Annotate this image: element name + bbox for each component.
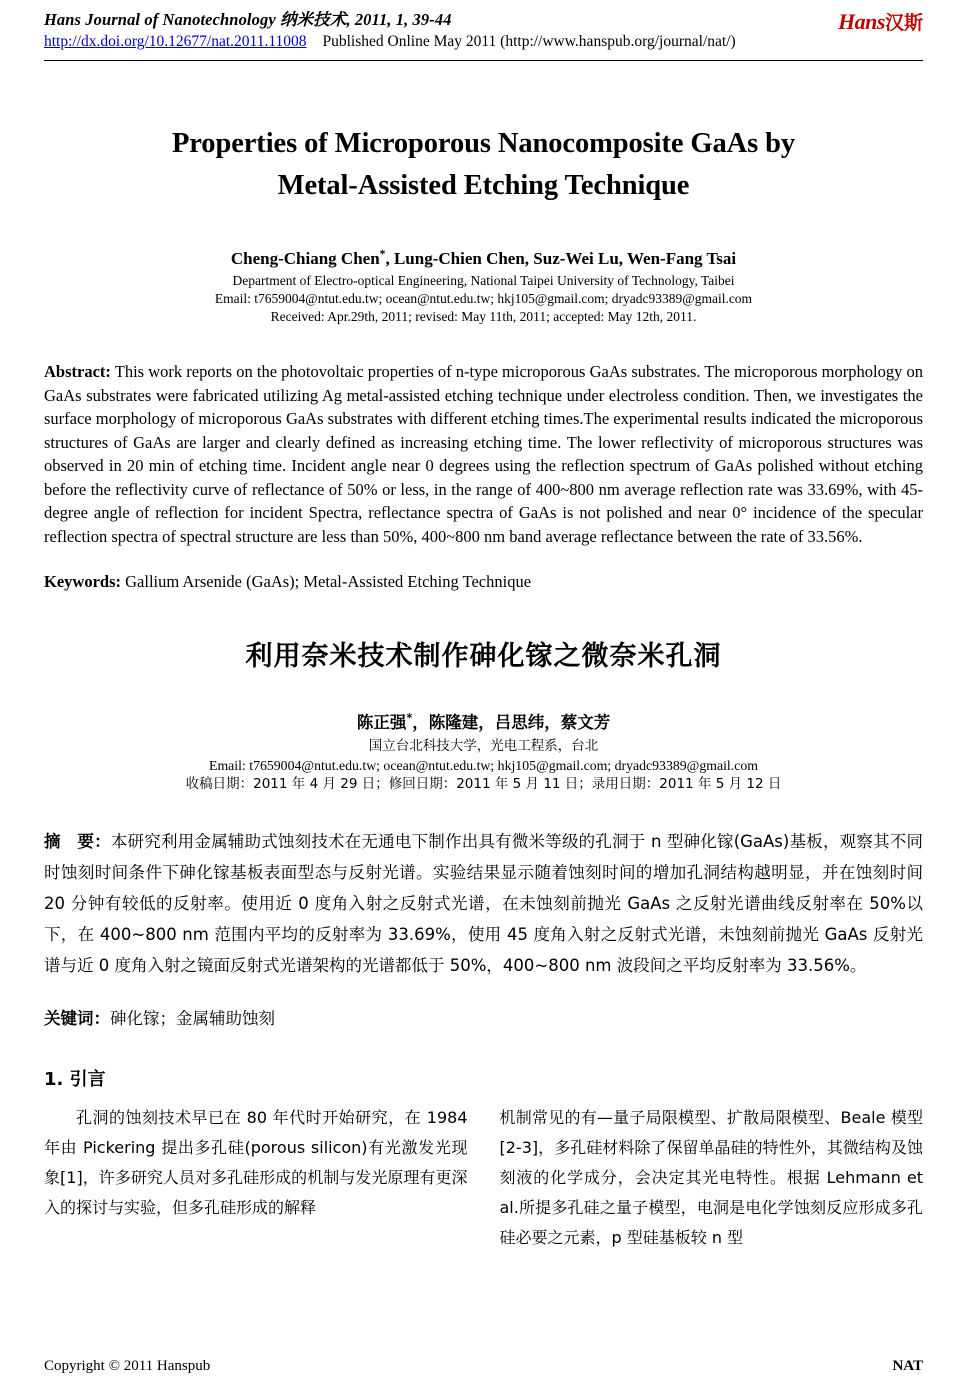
abstract-block (44, 360, 923, 548)
title-line-2: Metal-Assisted Etching Technique (277, 170, 690, 201)
section-heading-introduction: 1. 引言 (44, 1068, 106, 1090)
hans-logo-cn: 汉斯 (884, 12, 923, 34)
chinese-affiliation-block (44, 737, 923, 794)
chinese-author-list (44, 709, 923, 733)
body-column-right (500, 1103, 924, 1253)
chinese-keywords-label: 关键词： (44, 1008, 110, 1028)
header-divider (44, 60, 923, 61)
chinese-author-rest: ，陈隆建，吕思纬，蔡文芳 (412, 712, 611, 732)
author-list (44, 249, 923, 269)
chinese-abstract-block (44, 826, 923, 981)
chinese-submission-dates: 收稿日期：2011 年 4 月 29 日；修回日期：2011 年 5 月 11 日；录用日期：2011 年 5 月 12 日 (185, 775, 782, 792)
chinese-author-emails: Email: t7659004@ntut.edu.tw; ocean@ntut.edu.tw; hkj105@gmail.com; dryadc93389@gmail.com (209, 757, 758, 773)
affiliation-text: Department of Electro-optical Engineering, National Taipei University of Technology, Taibei (232, 273, 735, 288)
chinese-title: 利用奈米技术制作砷化镓之微奈米孔洞 (245, 640, 722, 672)
chinese-keywords-block (44, 1005, 923, 1029)
page-footer (44, 1358, 923, 1375)
doi-link[interactable]: http://dx.doi.org/10.12677/nat.2011.11008 (44, 33, 307, 50)
author-correspondence-marker: * (379, 247, 386, 261)
chinese-author-first: 陈正强 (356, 712, 407, 732)
body-paragraph-right: 机制常见的有—量子局限模型、扩散局限模型、Beale 模型[2-3]，多孔硅材料除了保留单晶硅的特性外，其微结构及蚀刻液的化学成分，会决定其光电特性。根据 Lehmann et al.所提多孔硅之量子模型，电洞是电化学蚀刻反应形成多孔硅必要之元素，p 型硅基板较 n 型 (499, 1107, 923, 1247)
affiliation-block (44, 272, 923, 326)
page-title (44, 123, 923, 207)
abstract-text: This work reports on the photovoltaic properties of n-type microporous GaAs substrates. The microporous morphology on GaAs substrates were fabricated utilizing Ag metal-assisted etching technique under electroless condition. Then, we investigates the surface morphology of microporous GaAs substrates with different etching times.The experimental results indicated the microporous structures of GaAs are larger and clearly defined as increasing etching time. The lower reflectivity of microporous structures was observed in 20 min of etching time. Incident angle near 0 degrees using the reflection spectrum of GaAs polished without etching before the reflectivity curve of reflectance of 50% or less, in the range of 400~800 nm average reflection rate was 33.69%, with 45-degree angle of reflection for incident Spectra, reflectance spectra of GaAs is not polished and near 0° incidence of the specular reflection spectra of spectral structure are less than 50%, 400~800 nm band average reflectance between the rate of 33.56%. (44, 362, 924, 546)
running-head (44, 10, 923, 58)
submission-dates: Received: Apr.29th, 2011; revised: May 11th, 2011; accepted: May 12th, 2011. (270, 309, 697, 324)
copyright-text: Copyright © 2011 Hanspub (44, 1358, 211, 1374)
keywords-block (44, 570, 923, 594)
keywords-label: Keywords: (44, 572, 121, 591)
chinese-abstract-text: 本研究利用金属辅助式蚀刻技术在无通电下制作出具有微米等级的孔洞于 n 型砷化镓(GaAs)基板，观察其不同时蚀刻时间条件下砷化镓基板表面型态与反射光谱。实验结果显示随着蚀刻时间的增加孔洞结构越明显，并在蚀刻时间 20 分钟有较低的反射率。使用近 0 度角入射之反射式光谱，在未蚀刻前抛光 GaAs 之反射光谱曲线反射率在 50%以下，在 400~800 nm 范围内平均的反射率为 33.69%，使用 45 度角入射之反射式光谱，未蚀刻前抛光 GaAs 反射光谱与近 0 度角入射之镜面反射式光谱架构的光谱都低于 50%，400~800 nm 波段间之平均反射率为 33.56%。 (44, 831, 924, 975)
keywords-text: Gallium Arsenide (GaAs); Metal-Assisted Etching Technique (121, 572, 532, 591)
abstract-label: Abstract: (44, 362, 111, 381)
chinese-affiliation-text: 国立台北科技大学，光电工程系，台北 (368, 737, 599, 754)
body-paragraph-left: 孔洞的蚀刻技术早已在 80 年代时开始研究，在 1984 年由 Pickering 提出多孔硅(porous silicon)有光激发光现象[1]，许多研究人员对多孔硅形成的机制与发光原理有更深入的探讨与实验，但多孔硅形成的解释 (44, 1107, 468, 1217)
hans-logo-en: Hans (838, 9, 885, 34)
published-online-text: Published Online May 2011 (http://www.hanspub.org/journal/nat/) (322, 33, 736, 50)
body-column-left (44, 1103, 468, 1253)
journal-abbreviation: NAT (892, 1358, 923, 1374)
chinese-keywords-text: 砷化镓；金属辅助蚀刻 (110, 1008, 275, 1028)
author-first: Cheng-Chiang Chen (230, 249, 380, 268)
journal-header-line: Hans Journal of Nanotechnology 纳米技术, 2011, 1, 39-44 (44, 10, 452, 29)
author-emails: Email: t7659004@ntut.edu.tw; ocean@ntut.edu.tw; hkj105@gmail.com; dryadc93389@gmail.com (214, 291, 753, 306)
chinese-abstract-label: 摘 要： (44, 831, 111, 851)
title-line-1: Properties of Microporous Nanocomposite GaAs by (171, 128, 796, 159)
author-rest: , Lung-Chien Chen, Suz-Wei Lu, Wen-Fang Tsai (385, 249, 737, 268)
doi-and-publication-line (44, 31, 923, 52)
hans-logo (838, 8, 923, 35)
chinese-author-correspondence-marker: * (406, 711, 413, 724)
body-columns (44, 1103, 923, 1253)
